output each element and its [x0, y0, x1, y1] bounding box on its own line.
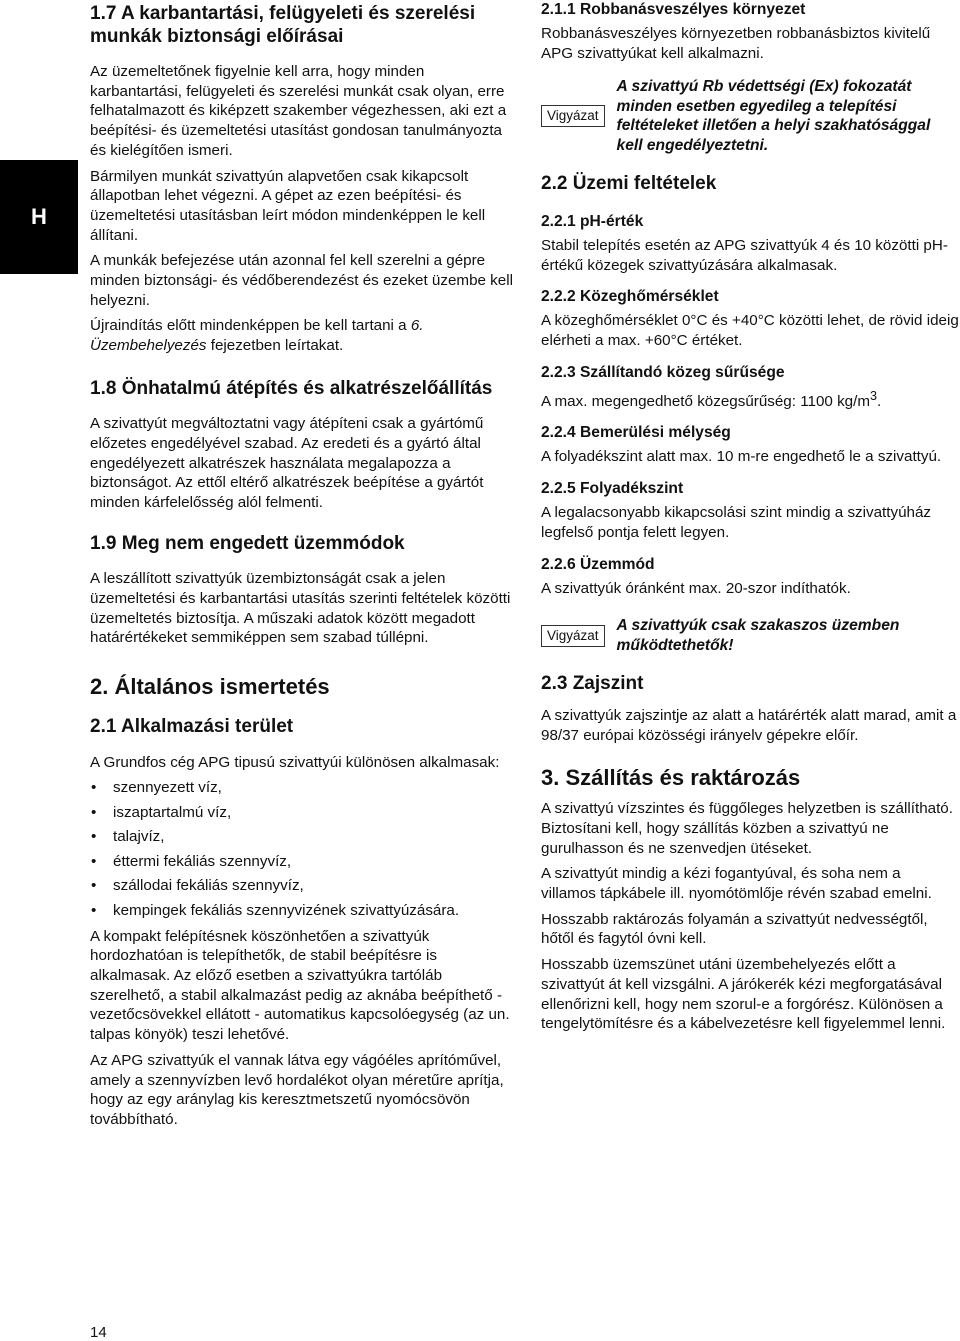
paragraph-text: . — [877, 392, 882, 410]
section-2-2-title: 2.2 Üzemi feltételek — [541, 173, 717, 195]
page-number: 14 — [90, 1324, 107, 1341]
section-1-7-paragraph-1: Az üzemeltetőnek figyelnie kell arra, hogy minden karbantartási, felügyeleti és szerelési munkát csak olyan, erre felhatalmazott és kiképzett szakember végezhessen, aki ezt a beépítési- és üzemeltetési utasítást gondosan tanulmányozta és kielégítően ismeri. — [90, 63, 507, 159]
section-2-2-3-title: 2.2.3 Szállítandó közeg sűrűsége — [541, 363, 785, 381]
section-1-7-title: 1.7 A karbantartási, felügyeleti és szerelési munkák biztonsági előírásai — [90, 3, 476, 47]
section-3-paragraph-3: Hosszabb raktározás folyamán a szivattyút nedvességtől, hőtől és fagytól óvni kell. — [541, 910, 928, 948]
caution-text: A szivattyú Rb védettségi (Ex) fokozatát minden esetben egyedileg a telepítési feltételeket illetően a helyi szakhatósággal kell engedélyeztetni. — [616, 78, 931, 154]
chapter-reference: 6. Üzembehelyezés — [90, 317, 424, 355]
section-1-8-paragraph-1: A szivattyút megváltoztatni vagy átépíteni csak a gyártómű előzetes engedélyével szabad. Az eredeti és a gyártó által engedélyezett alkatrészek használata megalapozza a biztonságot. Az ettől eltérő alkatrészek beépítése a gyártót minden kárfelelősség alól felmenti. — [90, 415, 484, 512]
section-2-2-3-paragraph — [541, 387, 959, 412]
section-3-paragraph-2: A szivattyút mindig a kézi fogantyúval, és soha nem a villamos tápkábele ill. nyomótömlője révén szabad emelni. — [541, 865, 932, 903]
right-column — [541, 0, 959, 1040]
section-2-2-2-title: 2.2.2 Közeghőmérséklet — [541, 288, 719, 306]
paragraph-text: Újraindítás előtt mindenképpen be kell tartani a — [90, 317, 411, 335]
list-item: • talajvíz, — [90, 827, 515, 847]
application-list — [90, 778, 515, 920]
section-2-2-5-title: 2.2.5 Folyadékszint — [541, 480, 684, 498]
section-2-1-paragraph-3: Az APG szivattyúk el vannak látva egy vágóéles aprítóművel, amely a szennyvízben levő hordalékot olyan méretűre aprítja, hogy az egy aránylag kis keresztmetszetű nyomócsövön továbbítható. — [90, 1051, 504, 1128]
language-tab — [0, 160, 78, 274]
list-item: • iszaptartalmú víz, — [90, 803, 515, 823]
section-1-8-title: 1.8 Önhatalmú átépítés és alkatrészelőállítás — [90, 377, 493, 399]
section-2-2-4-title: 2.2.4 Bemerülési mélység — [541, 424, 731, 442]
section-3-paragraph-4: Hosszabb üzemszünet utáni üzembehelyezés előtt a szivattyút át kell vizsgálni. A járókerék kézi megforgatásával ellenőrizni kell, hogy nem szorul-e a forgórész. Különösen a tengelytömítésre és a kábelvezetésre kell figyelemmel lenni. — [541, 956, 946, 1033]
section-2-title: 2. Általános ismertetés — [90, 674, 330, 700]
list-item: • szennyezett víz, — [90, 778, 515, 798]
section-2-2-6-title: 2.2.6 Üzemmód — [541, 555, 655, 573]
section-1-7-paragraph-4 — [90, 316, 515, 355]
section-2-2-1-paragraph: Stabil telepítés esetén az APG szivattyúk 4 és 10 közötti pH-értékű közegek szivattyúzására alkalmasak. — [541, 236, 948, 274]
paragraph-text: A max. megengedhető közegsűrűség: 1100 kg/m — [541, 392, 870, 410]
section-2-3-title: 2.3 Zajszint — [541, 673, 644, 695]
caution-box-operation — [541, 616, 959, 655]
section-2-2-5-paragraph: A legalacsonyabb kikapcsolási szint mindig a szivattyúház legfelső pontja felett legyen. — [541, 504, 932, 541]
section-2-2-6-paragraph: A szivattyúk óránként max. 20-szor indíthatók. — [541, 579, 851, 597]
section-2-1-title: 2.1 Alkalmazási terület — [90, 716, 294, 738]
section-2-2-1-title: 2.2.1 pH-érték — [541, 212, 644, 230]
section-2-1-1-paragraph-1: Robbanásveszélyes környezetben robbanásbiztos kivitelű APG szivattyúkat kell alkalmazni. — [541, 25, 931, 62]
caution-badge: Vigyázat — [541, 625, 605, 647]
section-1-7-paragraph-2: Bármilyen munkát szivattyún alapvetően csak kikapcsolt állapotban lehet végezni. A gépet az ezen beépítési- és üzemeltetési utasításban leírt módon mindenképpen le kell állítani. — [90, 167, 486, 244]
list-item: • éttermi fekáliás szennyvíz, — [90, 852, 515, 872]
paragraph-text: fejezetben leírtakat. — [206, 337, 344, 355]
section-2-1-paragraph-1: A Grundfos cég APG tipusú szivattyúi különösen alkalmasak: — [90, 753, 500, 771]
section-1-9-paragraph-1: A leszállított szivattyúk üzembiztonságát csak a jelen üzemeltetési és karbantartási utasítás szerinti feltételek közötti üzemeltetés biztosítja. A műszaki adatok között megadott határértékeket semmiképpen sem szabad túllépni. — [90, 570, 511, 647]
list-item: • kempingek fekáliás szennyvizének szivattyúzására. — [90, 901, 515, 921]
section-2-1-1-title: 2.1.1 Robbanásveszélyes környezet — [541, 1, 806, 18]
section-3-paragraph-1: A szivattyú vízszintes és függőleges helyzetben is szállítható. Biztosítani kell, hogy szállítás közben a szivattyú ne gurulhasson és ne szenvedjen ütéseket. — [541, 800, 953, 857]
caution-text: A szivattyúk csak szakaszos üzemben működtethetők! — [616, 617, 900, 654]
section-3-title: 3. Szállítás és raktározás — [541, 765, 801, 791]
superscript: 3 — [869, 388, 878, 403]
caution-badge: Vigyázat — [541, 105, 605, 127]
list-item: • szállodai fekáliás szennyvíz, — [90, 876, 515, 896]
section-1-9-title: 1.9 Meg nem engedett üzemmódok — [90, 532, 405, 554]
left-column — [90, 0, 515, 1136]
section-2-2-4-paragraph: A folyadékszint alatt max. 10 m-re engedhető le a szivattyú. — [541, 448, 942, 466]
section-1-7-paragraph-3: A munkák befejezése után azonnal fel kell szerelni a gépre minden biztonsági- és védőberendezést és ezeket üzembe kell helyezni. — [90, 252, 513, 309]
caution-box-explosion — [541, 77, 959, 155]
section-2-2-2-paragraph: A közeghőmérséklet 0°C és +40°C közötti lehet, de rövid ideig elérheti a max. +60°C értéket. — [541, 312, 959, 350]
language-tab-label: H — [31, 204, 47, 229]
section-2-1-paragraph-2: A kompakt felépítésnek köszönhetően a szivattyúk hordozhatóan is telepíthetők, de stabil beépítésre is alkalmasak. Az előző esetben a szivattyúkra tartóláb szerelhető, a stabil alkalmazást pedig az aknába beépíthető - vezetőcsövekkel ellátott - automatikus kapcsolóegység (az un. talpas könyök) teszi lehetővé. — [90, 927, 510, 1044]
section-2-3-paragraph: A szivattyúk zajszintje az alatt a határérték alatt marad, amit a 98/37 európai közösségi irányelv gépekre előír. — [541, 706, 957, 744]
